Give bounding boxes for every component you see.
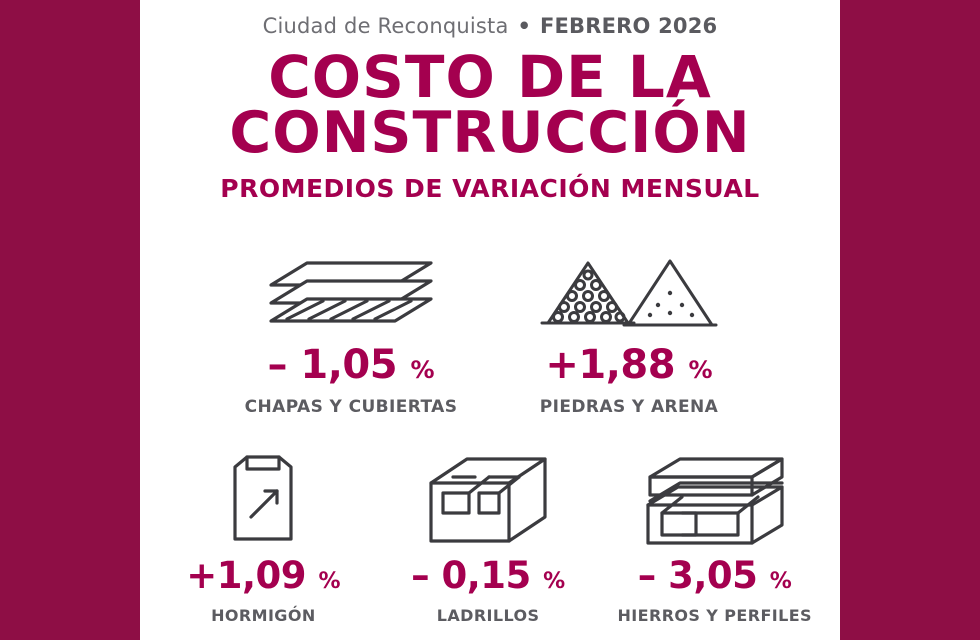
metric-label: LADRILLOS [436, 606, 540, 626]
metric-label: HIERROS Y PERFILES [617, 606, 812, 626]
metric-hierros-y-perfiles [618, 443, 812, 625]
cement-bag-icon [213, 443, 313, 547]
header-separator: • [517, 14, 532, 38]
metric-number: – 1,05 [267, 342, 398, 389]
corrugated-sheets-icon [263, 239, 439, 335]
metric-ladrillos [393, 443, 584, 625]
steel-profiles-icon [640, 443, 790, 547]
header-kicker [263, 14, 718, 38]
metric-label: HORMIGÓN [211, 606, 316, 626]
metric-value [411, 554, 566, 598]
metric-number: +1,09 [186, 554, 307, 598]
page-title [229, 43, 751, 166]
percent-sign: % [410, 356, 435, 385]
brick-block-icon [423, 443, 553, 547]
metric-number: – 0,15 [411, 554, 531, 598]
page-title-line2: CONSTRUCCIÓN [229, 99, 751, 166]
percent-sign: % [543, 569, 566, 595]
stones-and-sand-icon [536, 239, 722, 335]
header-period: FEBRERO 2026 [539, 14, 718, 38]
metrics-row-bottom [168, 443, 812, 625]
percent-sign: % [318, 569, 341, 595]
metric-label: CHAPAS Y CUBIERTAS [244, 397, 458, 418]
page-title-line1: COSTO DE LA [268, 43, 712, 111]
header-city: Ciudad de Reconquista [262, 14, 509, 38]
metric-number: +1,88 [545, 342, 676, 389]
metric-value [545, 342, 713, 389]
metric-number: – 3,05 [637, 554, 758, 598]
page-subtitle: PROMEDIOS DE VARIACIÓN MENSUAL [220, 174, 760, 204]
metric-hormigon [168, 443, 359, 625]
metric-chapas-y-cubiertas [246, 239, 456, 417]
metric-piedras-y-arena [524, 239, 734, 417]
metric-value [267, 342, 435, 389]
percent-sign: % [688, 356, 713, 385]
metric-label: PIEDRAS Y ARENA [539, 397, 719, 418]
info-card [140, 0, 840, 640]
metrics-row-top [168, 239, 812, 417]
percent-sign: % [769, 569, 792, 595]
metric-value [637, 554, 792, 598]
metric-value [186, 554, 341, 598]
